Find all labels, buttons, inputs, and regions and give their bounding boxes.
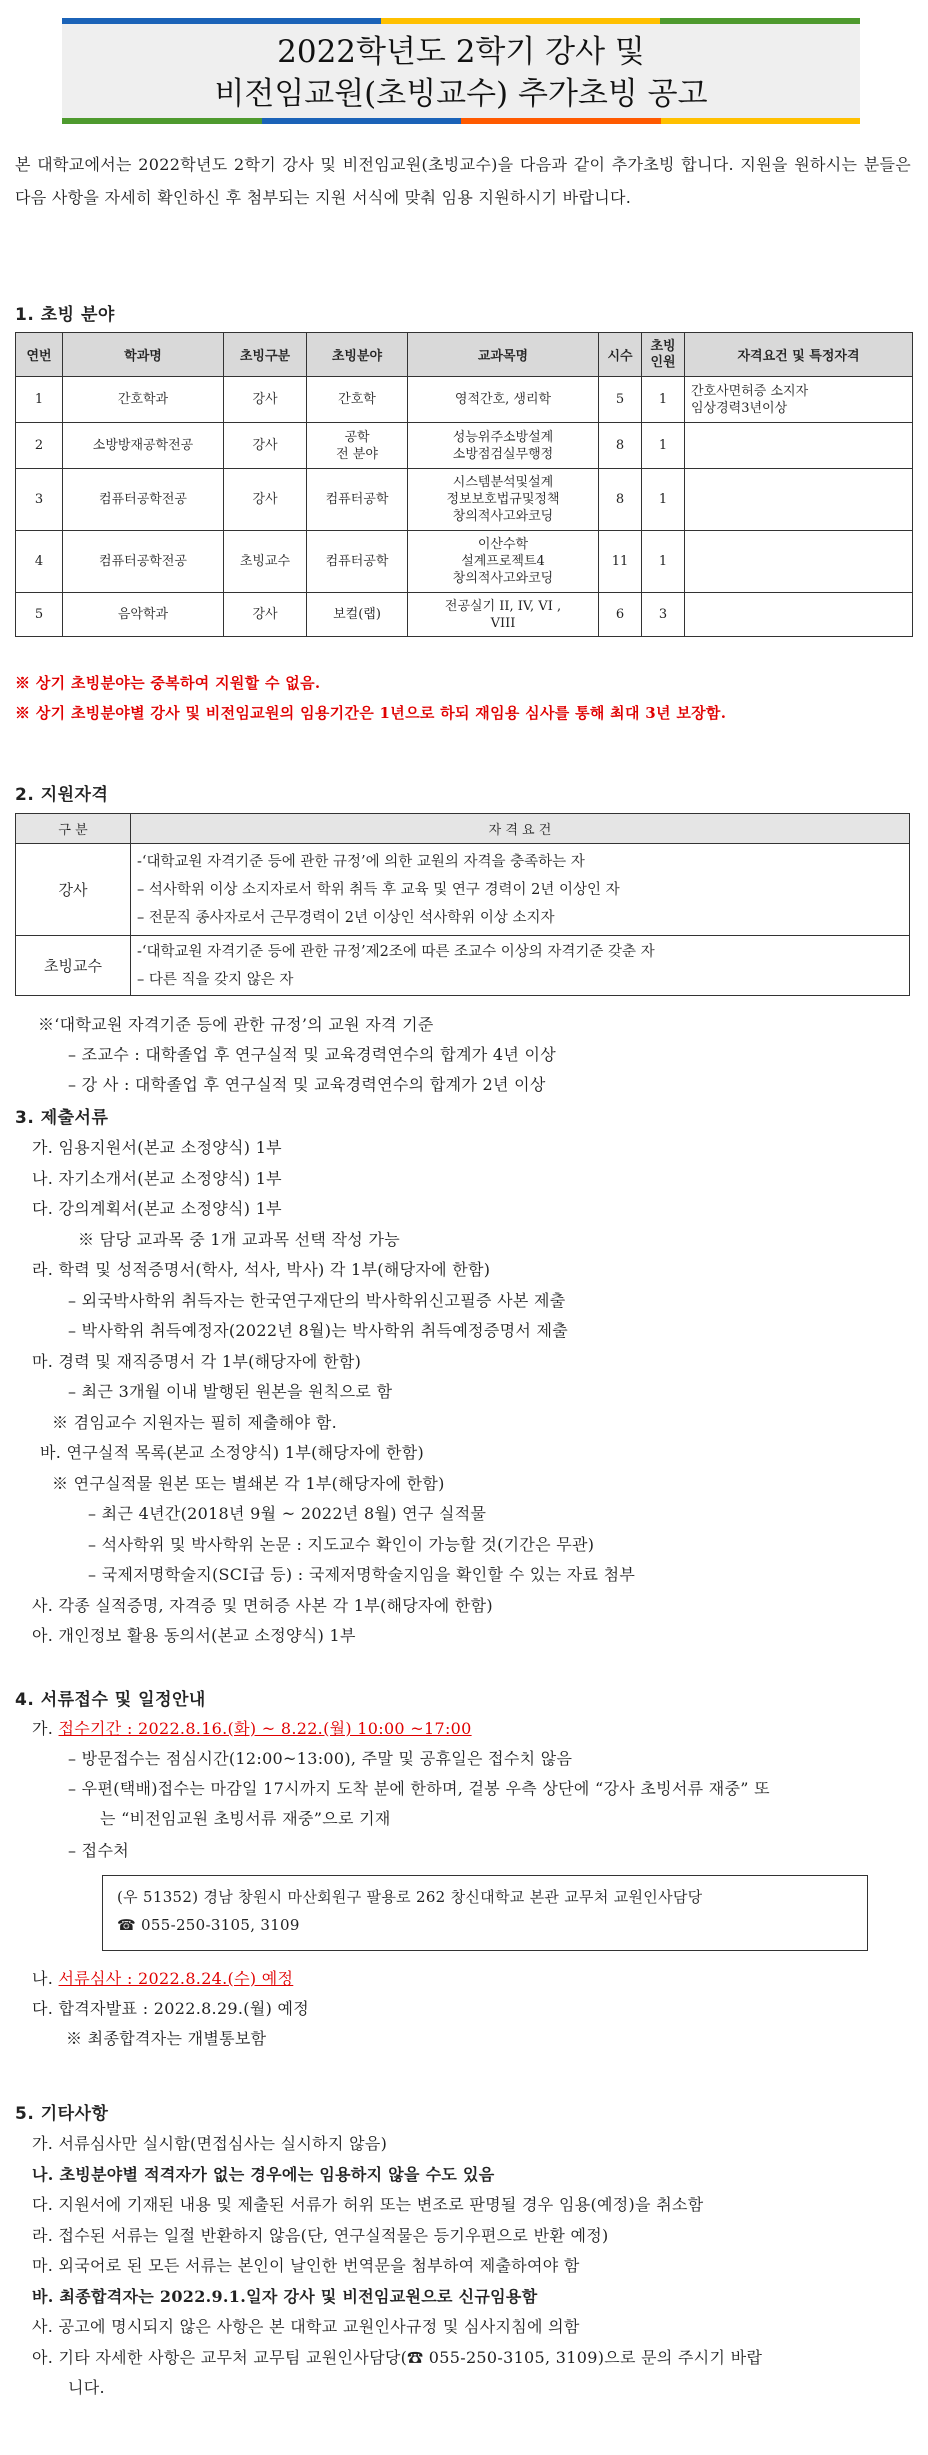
col-header: 초빙 인원 — [642, 333, 685, 377]
section4-line3: – 접수처 — [68, 1841, 129, 1860]
requirement-item: -‘대학교원 자격기준 등에 관한 규정’에 의한 교원의 자격을 충족하는 자 — [137, 853, 585, 870]
document-list-item: – 최근 3개월 이내 발행된 원본을 원칙으로 함 — [68, 1382, 393, 1401]
section4-announcement-note: ※ 최종합격자는 개별통보함 — [66, 2029, 267, 2048]
document-list-item: – 국제저명학술지(SCI급 등) : 국제저명학술지임을 확인할 수 있는 자료 첨부 — [88, 1565, 636, 1584]
table-cell-course: 전공실기 II, IV, VI , VIII — [408, 593, 599, 637]
col-header: 구 분 — [16, 814, 131, 844]
section4-line2b: 는 “비전임교원 초빙서류 재중”으로 기재 — [100, 1809, 391, 1828]
row-label-lecturer: 강사 — [16, 844, 131, 936]
section4-announcement: 다. 합격자발표 : 2022.8.29.(월) 예정 — [32, 1999, 310, 2018]
professor-requirements — [131, 936, 910, 996]
section4-period — [32, 1714, 472, 1744]
document-list-item: – 석사학위 및 박사학위 논문 : 지도교수 확인이 가능할 것(기간은 무관) — [88, 1534, 595, 1554]
table-cell-dept: 컴퓨터공학전공 — [63, 469, 224, 531]
document-list-item: – 최근 4년간(2018년 9월 ~ 2022년 8월) 연구 실적물 — [88, 1504, 487, 1523]
table-cell-req — [685, 593, 913, 637]
table-cell-count: 1 — [642, 469, 685, 531]
section1-heading: 1. 초빙 분야 — [15, 305, 115, 325]
table-cell-hours: 6 — [599, 593, 642, 637]
section2-heading: 2. 지원자격 — [15, 785, 109, 805]
table-row — [16, 531, 913, 593]
document-list-item: 사. 각종 실적증명, 자격증 및 면허증 사본 각 1부(해당자에 한함) — [32, 1595, 493, 1615]
table-cell-course: 시스템분석및설계 정보보호법규및정책 창의적사고와코딩 — [408, 469, 599, 531]
document-list-item: ※ 연구실적물 원본 또는 별쇄본 각 1부(해당자에 한함) — [52, 1473, 445, 1493]
document-list-item: ※ 담당 교과목 중 1개 교과목 선택 작성 가능 — [78, 1229, 400, 1249]
other-item: 사. 공고에 명시되지 않은 사항은 본 대학교 교원인사규정 및 심사지침에 의함 — [32, 2317, 580, 2336]
table-cell-course: 성능위주소방설계 소방점검실무행정 — [408, 423, 599, 469]
col-header: 자격요건 및 특정자격 — [685, 333, 913, 377]
table-cell-field: 컴퓨터공학 — [307, 469, 408, 531]
other-item: 바. 최종합격자는 2022.9.1.일자 강사 및 비전임교원으로 신규임용함 — [32, 2286, 538, 2306]
requirement-item: – 전문직 종사자로서 근무경력이 2년 이상인 석사학위 이상 소지자 — [137, 909, 555, 926]
table-cell-course: 이산수학 설계프로젝트4 창의적사고와코딩 — [408, 531, 599, 593]
section4-line2a: – 우편(택배)접수는 마감일 17시까지 도착 분에 한하며, 겉봉 우측 상단에 “강사 초빙서류 재중” 또 — [68, 1779, 770, 1798]
table-cell-req — [685, 423, 913, 469]
requirement-item: -‘대학교원 자격기준 등에 관한 규정’제2조에 따른 조교수 이상의 자격기준 갖춘 자 — [137, 943, 655, 960]
table-header-row — [16, 333, 913, 377]
document-list-item: ※ 겸임교수 지원자는 필히 제출해야 함. — [52, 1412, 337, 1432]
table-cell-dept: 음악학과 — [63, 593, 224, 637]
table-cell-count: 1 — [642, 377, 685, 423]
requirement-item: – 석사학위 이상 소지자로서 학위 취득 후 교육 및 연구 경력이 2년 이상인 자 — [137, 881, 620, 898]
list-marker: 가. — [32, 1719, 59, 1738]
table-cell-req: 간호사면허증 소지자 임상경력3년이상 — [685, 377, 913, 423]
table-row — [16, 423, 913, 469]
row-label-professor: 초빙교수 — [16, 936, 131, 996]
section4-review — [32, 1964, 293, 1994]
other-item: 라. 접수된 서류는 일절 반환하지 않음(단, 연구실적물은 등기우편으로 반환 예정) — [32, 2225, 609, 2245]
title-box — [62, 24, 860, 118]
section1-note2: ※ 상기 초빙분야별 강사 및 비전임교원의 임용기간은 1년으로 하되 재임용 심사를 통해 최대 3년 보장함. — [15, 704, 727, 722]
section3-heading: 3. 제출서류 — [15, 1108, 109, 1128]
document-list-item: 마. 경력 및 재직증명서 각 1부(해당자에 한함) — [32, 1351, 362, 1371]
table-cell-field: 보컬(랩) — [307, 593, 408, 637]
table-cell-field: 컴퓨터공학 — [307, 531, 408, 593]
table-cell-no: 1 — [16, 377, 63, 423]
document-list-item: 바. 연구실적 목록(본교 소정양식) 1부(해당자에 한함) — [40, 1443, 425, 1462]
intro-paragraph: 본 대학교에서는 2022학년도 2학기 강사 및 비전임교원(초빙교수)을 다음과 같이 추가초빙 합니다. 지원을 원하시는 분들은 다음 사항을 자세히 확인하신 후 첨부되는 지원 서식에 맞춰 임용 지원하시기 바랍니다. — [15, 155, 911, 207]
other-item: 마. 외국어로 된 모든 서류는 본인이 날인한 번역문을 첨부하여 제출하여야 함 — [32, 2256, 580, 2275]
table-cell-req — [685, 469, 913, 531]
table-cell-hours: 8 — [599, 423, 642, 469]
page-title-line2: 비전임교원(초빙교수) 추가초빙 공고 — [214, 76, 708, 112]
other-item: 가. 서류심사만 실시함(면접심사는 실시하지 않음) — [32, 2134, 388, 2153]
col-header: 초빙분야 — [307, 333, 408, 377]
table-cell-req — [685, 531, 913, 593]
document-list-item: – 박사학위 취득예정자(2022년 8월)는 박사학위 취득예정증명서 제출 — [68, 1321, 568, 1340]
application-period: 접수기간 : 2022.8.16.(화) ~ 8.22.(월) 10:00 ~17:00 — [58, 1719, 472, 1738]
table-cell-count: 3 — [642, 593, 685, 637]
qualification-table — [15, 813, 910, 996]
table-cell-hours: 5 — [599, 377, 642, 423]
table-cell-dept: 소방방재공학전공 — [63, 423, 224, 469]
address-box — [102, 1875, 868, 1951]
table-cell-dept: 컴퓨터공학전공 — [63, 531, 224, 593]
section1-note1: ※ 상기 초빙분야는 중복하여 지원할 수 없음. — [15, 674, 321, 692]
table-cell-type: 강사 — [224, 423, 307, 469]
requirement-item: – 다른 직을 갖지 않은 자 — [137, 971, 294, 988]
table-cell-course: 영적간호, 생리학 — [408, 377, 599, 423]
table-row — [16, 593, 913, 637]
document-list-item: 아. 개인정보 활용 동의서(본교 소정양식) 1부 — [32, 1626, 356, 1645]
table-cell-no: 4 — [16, 531, 63, 593]
section4-heading: 4. 서류접수 및 일정안내 — [15, 1690, 206, 1710]
other-item: 나. 초빙분야별 적격자가 없는 경우에는 임용하지 않을 수도 있음 — [32, 2164, 495, 2184]
table-row — [16, 469, 913, 531]
table-cell-no: 2 — [16, 423, 63, 469]
table-cell-field: 공학 전 분야 — [307, 423, 408, 469]
document-list-item: 가. 임용지원서(본교 소정양식) 1부 — [32, 1138, 282, 1157]
other-item: 다. 지원서에 기재된 내용 및 제출된 서류가 허위 또는 변조로 판명될 경우 임용(예정)을 취소함 — [32, 2195, 704, 2214]
page-title-line1: 2022학년도 2학기 강사 및 — [277, 34, 645, 70]
table-cell-dept: 간호학과 — [63, 377, 224, 423]
table-cell-field: 간호학 — [307, 377, 408, 423]
section2-note-b: – 강 사 : 대학졸업 후 연구실적 및 교육경력연수의 합계가 2년 이상 — [68, 1075, 546, 1094]
table-cell-type: 초빙교수 — [224, 531, 307, 593]
other-item: 니다. — [68, 2378, 105, 2397]
table-cell-type: 강사 — [224, 377, 307, 423]
table-cell-hours: 8 — [599, 469, 642, 531]
table-cell-hours: 11 — [599, 531, 642, 593]
col-header: 자 격 요 건 — [131, 814, 910, 844]
lecturer-requirements — [131, 844, 910, 936]
phone-line: ☎ 055-250-3105, 3109 — [117, 1916, 300, 1934]
table-cell-type: 강사 — [224, 469, 307, 531]
table-cell-no: 5 — [16, 593, 63, 637]
col-header: 연번 — [16, 333, 63, 377]
document-review-date: 서류심사 : 2022.8.24.(수) 예정 — [58, 1969, 294, 1988]
document-list-item: 나. 자기소개서(본교 소정양식) 1부 — [32, 1168, 282, 1188]
address-line: (우 51352) 경남 창원시 마산회원구 팔용로 262 창신대학교 본관 교무처 교원인사담당 — [117, 1888, 703, 1906]
col-header: 초빙구분 — [224, 333, 307, 377]
table-cell-count: 1 — [642, 531, 685, 593]
table-row — [16, 377, 913, 423]
list-marker: 나. — [32, 1969, 59, 1988]
section2-note: ※‘대학교원 자격기준 등에 관한 규정’의 교원 자격 기준 — [38, 1015, 434, 1034]
other-item: 아. 기타 자세한 사항은 교무처 교무팀 교원인사담당(☎ 055-250-3105, 3109)으로 문의 주시기 바랍 — [32, 2347, 763, 2367]
document-list-item: 라. 학력 및 성적증명서(학사, 석사, 박사) 각 1부(해당자에 한함) — [32, 1260, 491, 1279]
section2-note-a: – 조교수 : 대학졸업 후 연구실적 및 교육경력연수의 합계가 4년 이상 — [68, 1045, 556, 1064]
document-list-item: – 외국박사학위 취득자는 한국연구재단의 박사학위신고필증 사본 제출 — [68, 1290, 566, 1310]
col-header: 시수 — [599, 333, 642, 377]
section5-heading: 5. 기타사항 — [15, 2104, 109, 2124]
recruitment-table — [15, 332, 913, 637]
table-cell-no: 3 — [16, 469, 63, 531]
table-cell-type: 강사 — [224, 593, 307, 637]
title-bottom-color-bar — [62, 118, 860, 124]
section4-line1: – 방문접수는 점심시간(12:00~13:00), 주말 및 공휴일은 접수치 않음 — [68, 1749, 573, 1768]
col-header: 교과목명 — [408, 333, 599, 377]
document-list-item: 다. 강의계획서(본교 소정양식) 1부 — [32, 1199, 282, 1218]
table-cell-count: 1 — [642, 423, 685, 469]
col-header: 학과명 — [63, 333, 224, 377]
